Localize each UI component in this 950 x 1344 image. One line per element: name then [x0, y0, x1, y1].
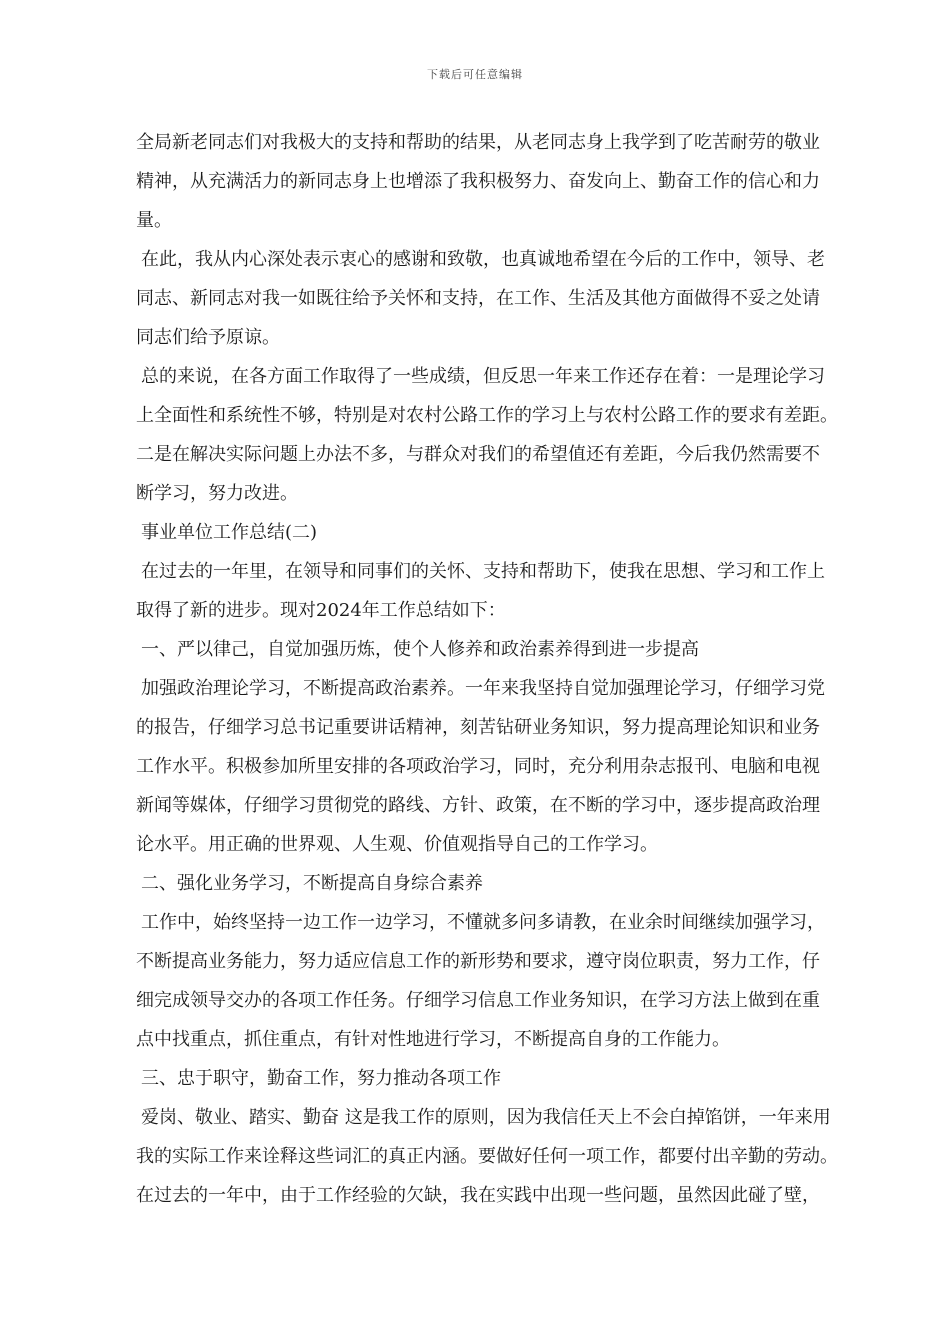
text-line: 不断提高业务能力，努力适应信息工作的新形势和要求，遵守岗位职责，努力工作，仔 — [136, 951, 820, 972]
paragraph-start-line: 在过去的一年里，在领导和同事们的关怀、支持和帮助下，使我在思想、学习和工作上 — [141, 561, 825, 582]
text-line: 同志、新同志对我一如既往给予关怀和支持，在工作、生活及其他方面做得不妥之处请 — [136, 288, 820, 309]
section-heading: 二、强化业务学习，不断提高自身综合素养 — [141, 873, 483, 894]
paragraph-start-line: 加强政治理论学习，不断提高政治素养。一年来我坚持自觉加强理论学习，仔细学习党 — [141, 678, 825, 699]
section-heading: 一、严以律己，自觉加强历炼，使个人修养和政治素养得到进一步提高 — [141, 639, 699, 660]
text-line: 我的实际工作来诠释这些词汇的真正内涵。要做好任何一项工作，都要付出辛勤的劳动。 — [136, 1146, 838, 1167]
text-line: 断学习，努力改进。 — [136, 483, 298, 504]
text-line: 量。 — [136, 210, 172, 231]
header-note: 下载后可任意编辑 — [427, 68, 523, 81]
text-line: 新闻等媒体，仔细学习贯彻党的路线、方针、政策，在不断的学习中，逐步提高政治理 — [136, 795, 820, 816]
text-line: 精神，从充满活力的新同志身上也增添了我积极努力、奋发向上、勤奋工作的信心和力 — [136, 171, 820, 192]
text-line: 同志们给予原谅。 — [136, 327, 280, 348]
text-line: 工作水平。积极参加所里安排的各项政治学习，同时，充分利用杂志报刊、电脑和电视 — [136, 756, 820, 777]
text-line: 全局新老同志们对我极大的支持和帮助的结果，从老同志身上我学到了吃苦耐劳的敬业 — [136, 132, 820, 153]
section-heading: 三、忠于职守，勤奋工作，努力推动各项工作 — [141, 1068, 501, 1089]
text-line: 二是在解决实际问题上办法不多，与群众对我们的希望值还有差距，今后我仍然需要不 — [136, 444, 820, 465]
text-line: 细完成领导交办的各项工作任务。仔细学习信息工作业务知识，在学习方法上做到在重 — [136, 990, 820, 1011]
document-body — [136, 123, 896, 1215]
text-line: 取得了新的进步。现对2024年工作总结如下： — [136, 600, 506, 621]
text-line: 在过去的一年中，由于工作经验的欠缺，我在实践中出现一些问题，虽然因此碰了壁， — [136, 1185, 820, 1206]
text-line: 的报告，仔细学习总书记重要讲话精神，刻苦钻研业务知识，努力提高理论知识和业务 — [136, 717, 820, 738]
paragraph-start-line: 工作中，始终坚持一边工作一边学习，不懂就多问多请教，在业余时间继续加强学习， — [141, 912, 825, 933]
paragraph-start-line: 爱岗、敬业、踏实、勤奋 这是我工作的原则，因为我信任天上不会白掉馅饼，一年来用 — [141, 1107, 831, 1128]
text-line: 论水平。用正确的世界观、人生观、价值观指导自己的工作学习。 — [136, 834, 658, 855]
text-line: 上全面性和系统性不够，特别是对农村公路工作的学习上与农村公路工作的要求有差距。 — [136, 405, 838, 426]
text-line: 点中找重点，抓住重点，有针对性地进行学习，不断提高自身的工作能力。 — [136, 1029, 730, 1050]
paragraph-start-line: 总的来说，在各方面工作取得了一些成绩，但反思一年来工作还存在着：一是理论学习 — [141, 366, 825, 387]
paragraph-start-line: 在此，我从内心深处表示衷心的感谢和致敬，也真诚地希望在今后的工作中，领导、老 — [141, 249, 825, 270]
section-title: 事业单位工作总结(二) — [141, 522, 318, 543]
